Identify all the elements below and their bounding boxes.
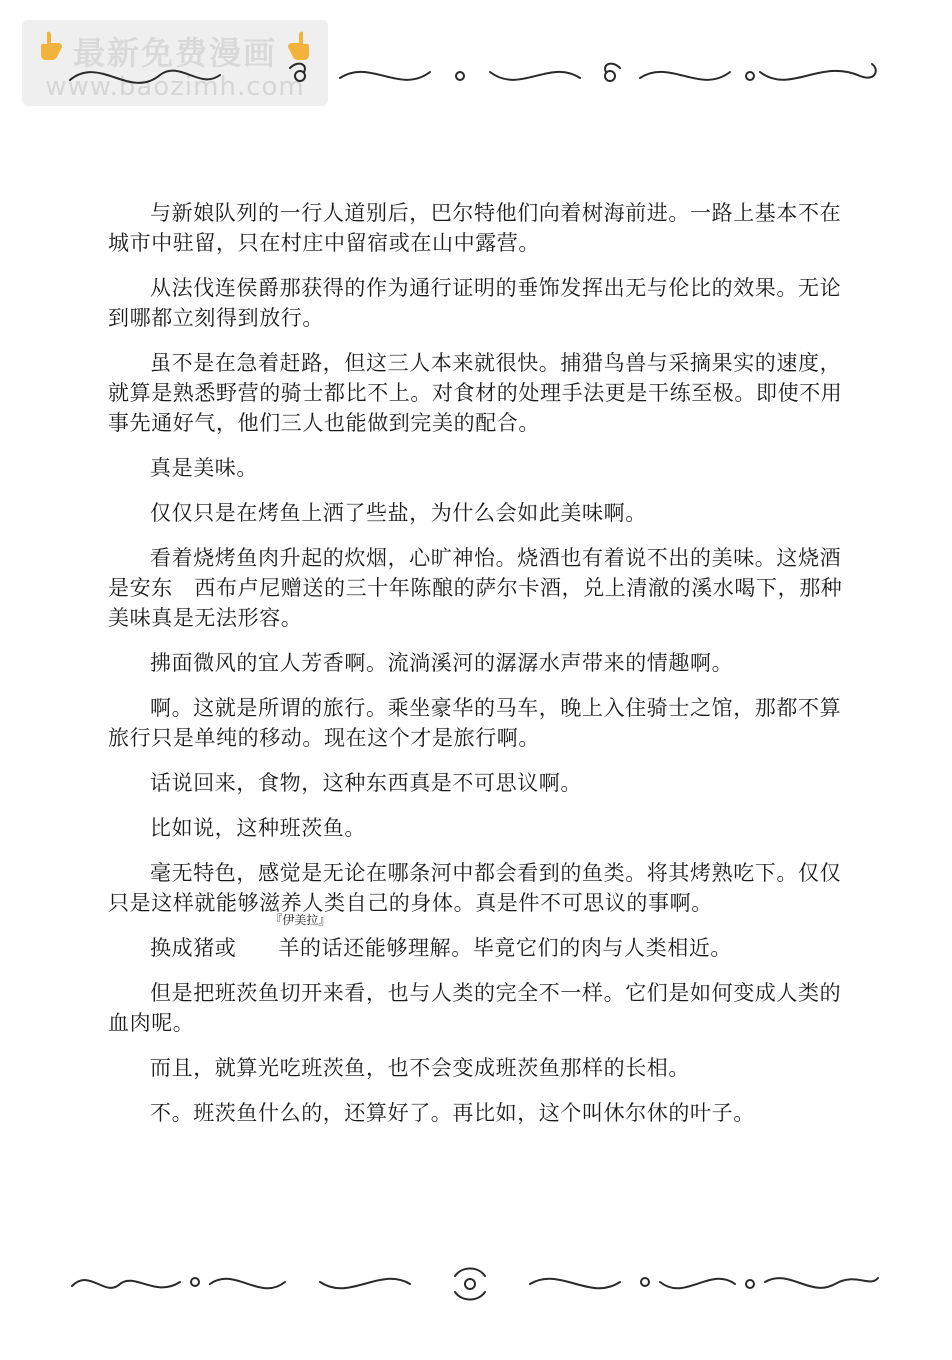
paragraph: 啊。这就是所谓的旅行。乘坐豪华的马车，晚上入住骑士之馆，那都不算旅行只是单纯的移动。现在这个才是旅行啊。 <box>108 696 842 750</box>
ruby-annotated-word <box>236 913 331 963</box>
paragraph: 仅仅只是在烤鱼上洒了些盐，为什么会如此美味啊。 <box>150 501 647 525</box>
ruby-text-after: 的话还能够理解。毕竟它们的肉与人类相近。 <box>300 936 733 960</box>
paragraph: 与新娘队列的一行人道别后，巴尔特他们向着树海前进。一路上基本不在城市中驻留，只在村庄中留宿或在山中露营。 <box>108 201 842 255</box>
chapter-text <box>108 198 848 1143</box>
paragraph: 拂面微风的宜人芳香啊。流淌溪河的潺潺水声带来的情趣啊。 <box>150 651 734 675</box>
paragraph: 从法伐连侯爵那获得的作为通行证明的垂饰发挥出无与伦比的效果。无论到哪都立刻得到放行。 <box>108 276 842 330</box>
paragraph: 话说回来，食物，这种东西真是不可思议啊。 <box>150 771 582 795</box>
ruby-annotation: 『伊美拉』 <box>270 913 331 927</box>
paragraph: 毫无特色，感觉是无论在哪条河中都会看到的鱼类。将其烤熟吃下。仅仅只是这样就能够滋养人类自己的身体。真是件不可思议的事啊。 <box>108 861 842 915</box>
paragraph: 比如说，这种班茨鱼。 <box>150 816 366 840</box>
paragraph-with-ruby <box>108 913 848 963</box>
ruby-base: 羊 <box>278 936 301 960</box>
paragraph: 真是美味。 <box>150 456 258 480</box>
watermark-url: www.baozimh.com <box>45 72 305 102</box>
ruby-text-before: 换成猪或 <box>150 936 237 960</box>
watermark-title: 最新免费漫画 <box>72 34 277 72</box>
paragraph: 不。班茨鱼什么的，还算好了。再比如，这个叫休尔休的叶子。 <box>150 1101 755 1125</box>
bottom-ornament-border <box>60 1258 890 1308</box>
paragraph: 虽不是在急着赶路，但这三人本来就很快。捕猎鸟兽与采摘果实的速度，就算是熟悉野营的骑士都比不上。对食材的处理手法更是干练至极。即使不用事先通好气，他们三人也能做到完美的配合。 <box>108 351 843 435</box>
paragraph: 看着烧烤鱼肉升起的炊烟，心旷神怡。烧酒也有着说不出的美味。这烧酒是安东 西布卢尼赠送的三十年陈酿的萨尔卡酒，兑上清澈的溪水喝下，那种美味真是无法形容。 <box>108 546 843 630</box>
paragraph: 而且，就算光吃班茨鱼，也不会变成班茨鱼那样的长相。 <box>150 1056 690 1080</box>
top-ornament-border <box>60 50 890 100</box>
paragraph: 但是把班茨鱼切开来看，也与人类的完全不一样。它们是如何变成人类的血肉呢。 <box>108 981 842 1035</box>
